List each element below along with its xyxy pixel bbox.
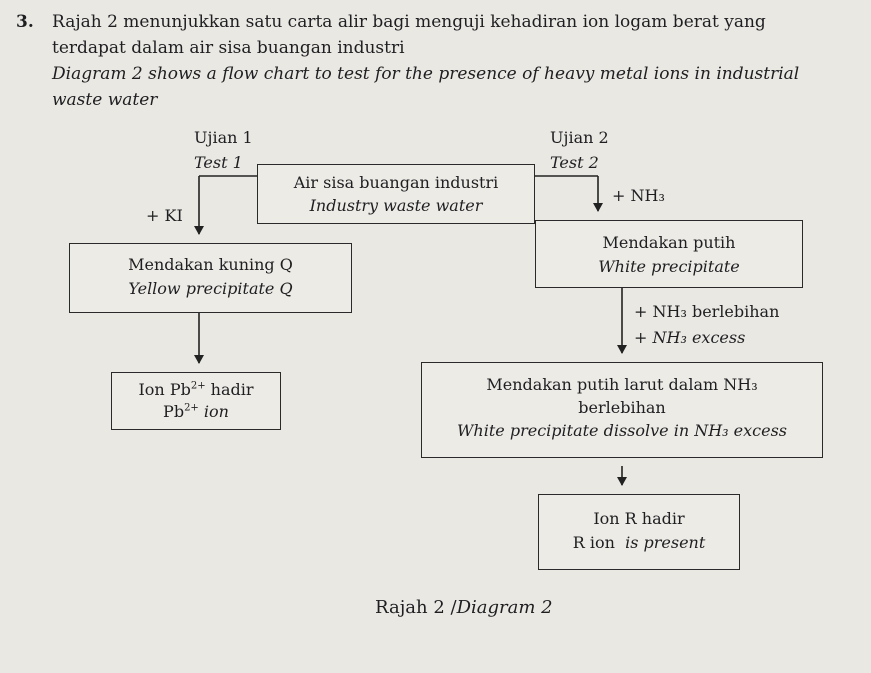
pb-ion-english-charge: 2+: [184, 402, 199, 414]
white-precipitate-english: White precipitate: [598, 257, 740, 276]
waste-water-english: Industry waste water: [309, 196, 483, 215]
waste-water-malay: Air sisa buangan industri: [293, 173, 499, 192]
r-ion-malay: Ion R hadir: [593, 509, 685, 528]
dissolve-malay-line2: berlebihan: [578, 398, 666, 417]
dissolve-english: White precipitate dissolve in NH₃ excess: [456, 421, 788, 440]
caption-malay: Rajah 2 /: [375, 597, 457, 618]
r-ion-english-suffix: is present: [625, 533, 706, 552]
yellow-precipitate-malay: Mendakan kuning Q: [128, 255, 293, 274]
pb-ion-english-prefix: Pb: [163, 402, 185, 421]
ki-reagent-label: + KI: [146, 206, 183, 225]
caption-english: Diagram 2: [456, 597, 553, 618]
test2-malay-label: Ujian 2: [550, 128, 609, 147]
yellow-precipitate-english: Yellow precipitate Q: [128, 279, 293, 298]
dissolve-malay-line1: Mendakan putih larut dalam NH₃: [486, 375, 758, 394]
question-malay-line2: terdapat dalam air sisa buangan industri: [52, 38, 405, 58]
question-english-line2: waste water: [52, 90, 158, 110]
pb-ion-english-suffix: ion: [198, 402, 229, 421]
test1-english-label: Test 1: [194, 153, 243, 172]
r-ion-english-prefix: R ion: [572, 533, 615, 552]
pb-ion-malay-prefix: Ion Pb: [138, 380, 191, 399]
nh3-reagent-label: + NH₃: [612, 186, 665, 205]
question-malay-line1: Rajah 2 menunjukkan satu carta alir bagi menguji kehadiran ion logam berat yang: [52, 12, 766, 32]
test1-malay-label: Ujian 1: [194, 128, 253, 147]
pb-ion-malay-suffix: hadir: [205, 380, 254, 399]
test2-english-label: Test 2: [550, 153, 599, 172]
pb-ion-charge: 2+: [190, 380, 206, 392]
question-english-line1: Diagram 2 shows a flow chart to test for the presence of heavy metal ions in industrial: [52, 64, 800, 84]
white-precipitate-malay: Mendakan putih: [602, 233, 736, 252]
excess-nh3-english-text: + NH₃ excess: [634, 328, 746, 347]
question-number: 3.: [16, 12, 34, 32]
excess-nh3-malay: + NH₃ berlebihan: [634, 302, 780, 321]
